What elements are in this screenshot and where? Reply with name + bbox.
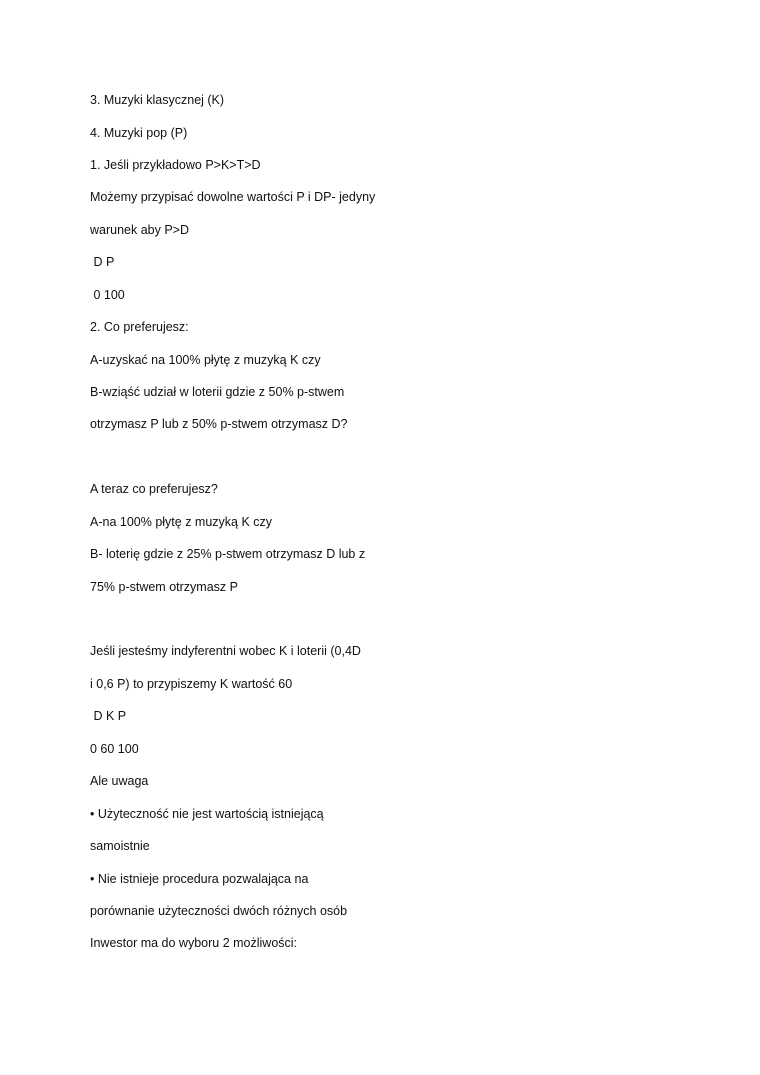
text-line: Inwestor ma do wyboru 2 możliwości: xyxy=(90,936,298,950)
text-line: D K P xyxy=(90,709,127,723)
text-line: B- loterię gdzie z 25% p-stwem otrzymasz D lub z xyxy=(90,547,366,561)
text-line: Możemy przypisać dowolne wartości P i DP- jedyny xyxy=(90,190,376,204)
text-line: Jeśli jesteśmy indyferentni wobec K i loterii (0,4D xyxy=(90,644,361,658)
text-line: A-uzyskać na 100% płytę z muzyką K czy xyxy=(90,353,321,367)
text-line: • Nie istnieje procedura pozwalająca na xyxy=(90,872,309,886)
text-line: A teraz co preferujesz? xyxy=(90,482,218,496)
text-line: B-wziąść udział w loterii gdzie z 50% p-stwem xyxy=(90,385,345,399)
text-line: Ale uwaga xyxy=(90,774,149,788)
text-line: A-na 100% płytę z muzyką K czy xyxy=(90,515,273,529)
text-line: warunek aby P>D xyxy=(90,223,190,237)
text-line: 4. Muzyki pop (P) xyxy=(90,126,188,140)
text-line: samoistnie xyxy=(90,839,150,853)
text-line: porównanie użyteczności dwóch różnych osób xyxy=(90,904,348,918)
text-line: D P xyxy=(90,255,115,269)
text-line: 75% p-stwem otrzymasz P xyxy=(90,580,238,594)
text-line: 2. Co preferujesz: xyxy=(90,320,189,334)
text-line: • Użyteczność nie jest wartością istniejącą xyxy=(90,807,324,821)
text-line: 0 100 xyxy=(90,288,125,302)
text-line: 3. Muzyki klasycznej (K) xyxy=(90,93,225,107)
text-line: 0 60 100 xyxy=(90,742,139,756)
text-line: otrzymasz P lub z 50% p-stwem otrzymasz D? xyxy=(90,417,348,431)
text-line: i 0,6 P) to przypiszemy K wartość 60 xyxy=(90,677,293,691)
text-line: 1. Jeśli przykładowo P>K>T>D xyxy=(90,158,261,172)
